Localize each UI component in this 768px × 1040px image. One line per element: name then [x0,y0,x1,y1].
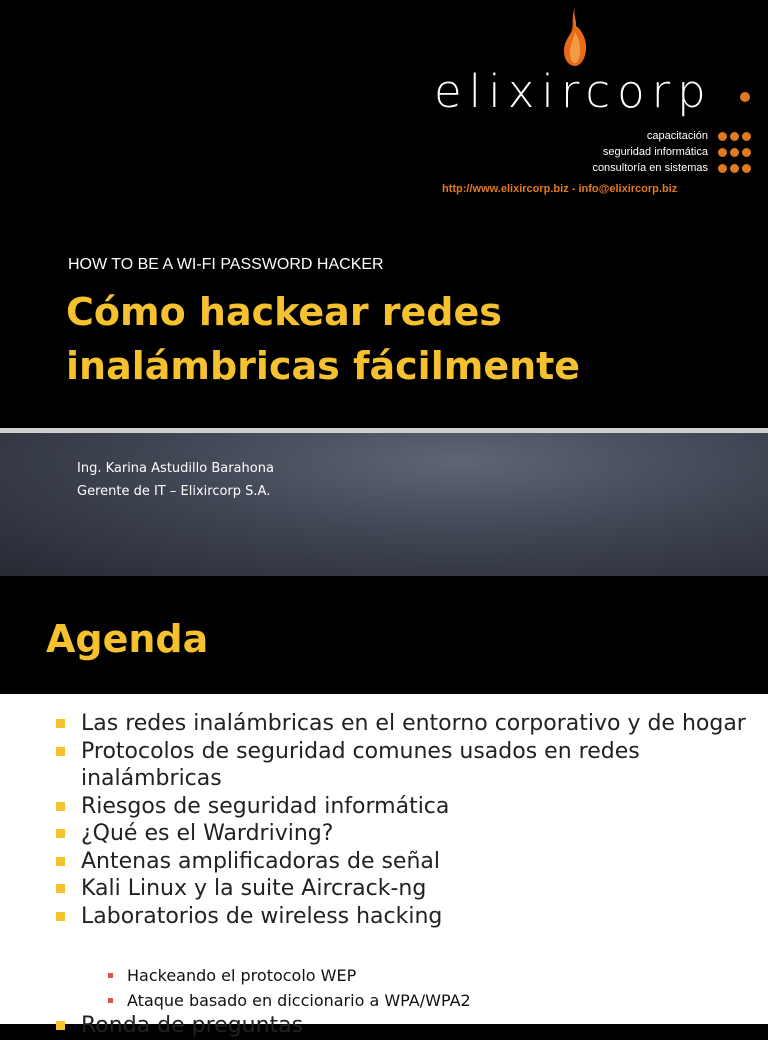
bullet-icon [56,912,65,921]
service-label: capacitación [646,130,708,142]
list-item [56,903,756,931]
bullet-icon [56,884,65,893]
list-item-cut [56,1012,303,1040]
agenda-header [0,576,768,694]
author-band [0,433,768,576]
elixircorp-logo [430,6,760,206]
brand-name: elixircorp [434,65,713,118]
dots-icon [718,148,756,157]
slide-title: Cómo hackear redes inalámbricas fácilmente [66,290,581,388]
flame-icon [560,6,590,68]
list-item-text: Laboratorios de wireless hacking [81,903,443,929]
bullet-icon [56,719,65,728]
list-item [56,820,756,848]
list-item [56,848,756,876]
list-item [56,875,756,903]
slide-subtitle: HOW TO BE A WI-FI PASSWORD HACKER [68,256,384,273]
service-label: consultoría en sistemas [592,162,708,174]
list-item-text: Riesgos de seguridad informática [81,793,450,819]
list-item-text: Las redes inalámbricas en el entorno corporativo y de hogar [81,711,746,736]
list-item [56,710,756,738]
agenda-list [56,710,756,930]
sub-bullet-icon [108,998,113,1003]
author-block [77,457,274,503]
dots-icon [718,164,756,173]
list-item-text: Antenas amplificadoras de señal [81,848,441,874]
bullet-icon [56,802,65,811]
bullet-icon [56,857,65,866]
agenda-title: Agenda [46,617,209,661]
bullet-icon [56,1021,65,1030]
brand-dot [740,92,750,102]
list-item [56,738,756,793]
list-item-text: Kali Linux y la suite Aircrack-ng [81,876,427,901]
dots-icon [718,132,756,141]
sub-list-item [108,988,471,1013]
list-item-text: ¿Qué es el Wardriving? [81,821,334,846]
sub-list-item-text: Ataque basado en diccionario a WPA/WPA2 [127,991,471,1010]
sub-list-item-text: Hackeando el protocolo WEP [127,966,357,985]
contact-link[interactable]: http://www.elixircorp.biz - info@elixircorp.biz [442,183,678,195]
bullet-icon [56,829,65,838]
author-name: Ing. Karina Astudillo Barahona [77,461,274,476]
service-label: seguridad informática [602,146,708,158]
services-list [516,128,756,176]
list-item [56,793,756,821]
agenda-body [0,694,768,1038]
list-item-text: Protocolos de seguridad comunes usados en redes inalámbricas [81,738,640,791]
agenda-sublist [108,963,471,1013]
sub-list-item [108,963,471,988]
bullet-icon [56,747,65,756]
service-item [516,128,756,144]
service-item [516,160,756,176]
sub-bullet-icon [108,973,113,978]
author-role: Gerente de IT – Elixircorp S.A. [77,484,271,499]
title-slide [0,0,768,430]
service-item [516,144,756,160]
list-item-text: Ronda de preguntas [81,1013,304,1038]
